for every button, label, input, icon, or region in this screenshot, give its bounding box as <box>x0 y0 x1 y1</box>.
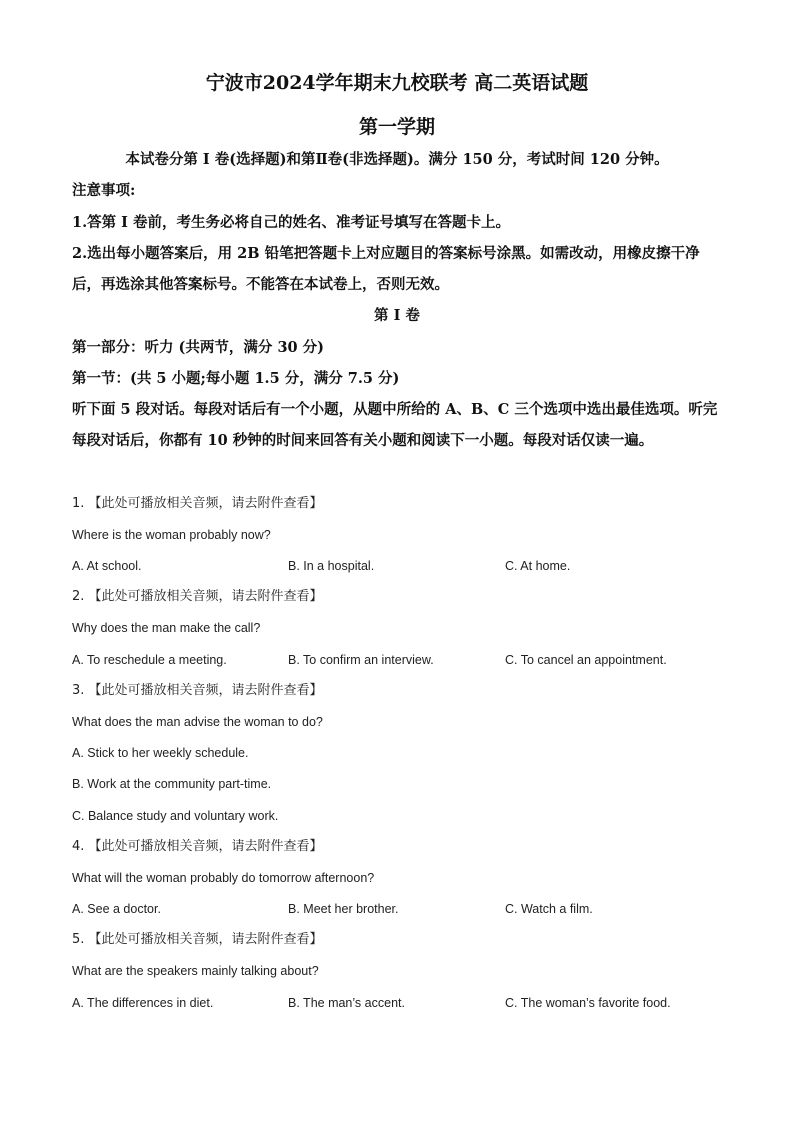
question-3-option-b: B. Work at the community part-time. <box>72 777 272 791</box>
question-2-option-a: A. To reschedule a meeting. <box>72 653 227 667</box>
question-2-audio-note: 2. 【此处可播放相关音频，请去附件查看】 <box>72 589 323 604</box>
listening-directions: 听下面 5 段对话。每段对话后有一个小题，从题中所给的 A、B、C 三个选项中选出最佳选项。听完每段对话后，你都有 10 秒钟的时间来回答有关小题和阅读下一小题。每段对话仅读一遍。 <box>72 401 718 449</box>
question-4-option-c: C. Watch a film. <box>505 902 593 916</box>
question-5-option-c: C. The woman’s favorite food. <box>505 996 671 1010</box>
question-1-audio-note: 1. 【此处可播放相关音频，请去附件查看】 <box>72 496 323 511</box>
notice-heading: 注意事项: <box>72 182 136 199</box>
question-5-stem: What are the speakers mainly talking about? <box>72 964 319 978</box>
question-5-option-a: A. The differences in diet. <box>72 996 214 1010</box>
question-4-audio-note: 4. 【此处可播放相关音频，请去附件查看】 <box>72 839 323 854</box>
question-3-audio-note: 3. 【此处可播放相关音频，请去附件查看】 <box>72 683 323 698</box>
question-1-stem: Where is the woman probably now? <box>72 528 271 542</box>
volume-heading: 第 I 卷 <box>374 307 420 324</box>
question-3-stem: What does the man advise the woman to do? <box>72 715 323 729</box>
question-3-option-a: A. Stick to her weekly schedule. <box>72 746 249 760</box>
question-2-option-b: B. To confirm an interview. <box>288 653 434 667</box>
section-one-heading: 第一节：(共 5 小题;每小题 1.5 分，满分 7.5 分) <box>72 370 400 387</box>
question-1-option-c: C. At home. <box>505 559 571 573</box>
question-5-audio-note: 5. 【此处可播放相关音频，请去附件查看】 <box>72 932 323 947</box>
notice-item-1: 1.答第 I 卷前，考生务必将自己的姓名、准考证号填写在答题卡上。 <box>72 214 511 231</box>
question-2-stem: Why does the man make the call? <box>72 621 261 635</box>
question-4-option-b: B. Meet her brother. <box>288 902 399 916</box>
question-5-option-b: B. The man’s accent. <box>288 996 405 1010</box>
notice-item-2: 2.选出每小题答案后，用 2B 铅笔把答题卡上对应题目的答案标号涂黑。如需改动，用橡皮擦干净后，再选涂其他答案标号。不能答在本试卷上，否则无效。 <box>72 245 700 293</box>
exam-title: 宁波市2024学年期末九校联考 高二英语试题 <box>205 72 589 94</box>
question-3-option-c: C. Balance study and voluntary work. <box>72 809 279 823</box>
question-4-stem: What will the woman probably do tomorrow afternoon? <box>72 871 375 885</box>
exam-subtitle: 第一学期 <box>358 116 435 138</box>
exam-intro: 本试卷分第 I 卷(选择题)和第Ⅱ卷(非选择题)。满分 150 分，考试时间 120 分钟。 <box>125 151 669 168</box>
question-2-option-c: C. To cancel an appointment. <box>505 653 667 667</box>
question-1-option-a: A. At school. <box>72 559 142 573</box>
question-4-option-a: A. See a doctor. <box>72 902 161 916</box>
part-one-heading: 第一部分：听力 (共两节，满分 30 分) <box>72 339 325 356</box>
question-1-option-b: B. In a hospital. <box>288 559 375 573</box>
